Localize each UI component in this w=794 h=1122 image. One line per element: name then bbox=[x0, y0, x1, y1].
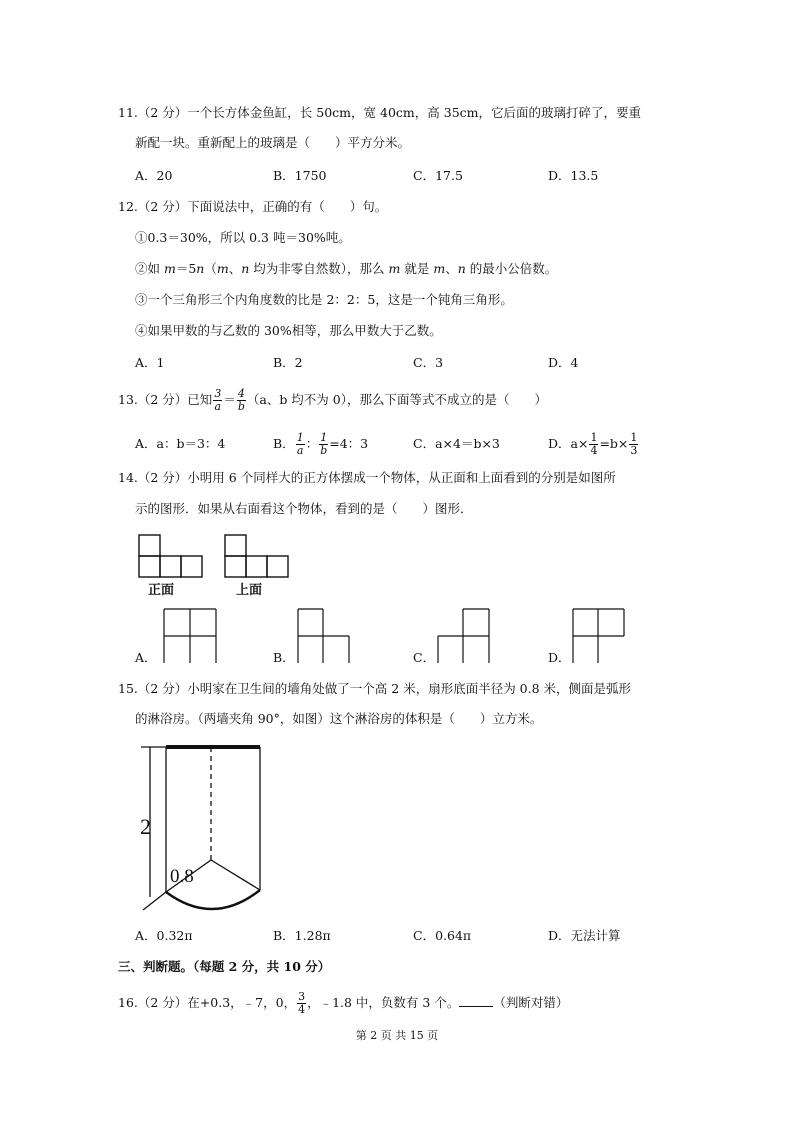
shower-room-figure bbox=[138, 742, 268, 917]
q12-statement-2: ②如 m＝5n（m、n 均为非零自然数），那么 m 就是 m、n 的最小公倍数。 bbox=[135, 261, 558, 276]
q11-option-b: B．1750 bbox=[273, 168, 327, 183]
q11-option-a: A．20 bbox=[135, 168, 173, 183]
top-view-label: 上面 bbox=[236, 583, 263, 598]
q15-line2: 的淋浴房。（两墙夹角 90°，如图）这个淋浴房的体积是（ ）立方米。 bbox=[135, 711, 543, 726]
q11-option-d: D．13.5 bbox=[548, 168, 599, 183]
answer-blank[interactable] bbox=[459, 994, 493, 1007]
q12-statement-1: ①0.3＝30%，所以 0.3 吨＝30%吨。 bbox=[135, 230, 351, 245]
q12-option-c: C．3 bbox=[413, 355, 444, 370]
q15-option-d: D．无法计算 bbox=[548, 928, 621, 943]
front-view-label: 正面 bbox=[148, 583, 175, 598]
q14-option-b-figure bbox=[297, 608, 351, 664]
q15-option-b: B．1.28π bbox=[273, 928, 331, 943]
fraction: $\frac{3}{4}$ bbox=[298, 990, 306, 1016]
fraction: $\frac{1}{a}$ bbox=[296, 431, 304, 457]
fraction: $\frac{1}{b}$ bbox=[320, 431, 328, 457]
q13-option-a: A．a：b＝3：4 bbox=[135, 436, 226, 451]
q15-line1: 15.（2 分）小明家在卫生间的墙角处做了一个高 2 米，扇形底面半径为 0.8 米，侧面是弧形 bbox=[118, 681, 632, 696]
q12-statement-3: ③一个三角形三个内角度数的比是 2：2：5，这是一个钝角三角形。 bbox=[135, 292, 513, 307]
fraction: $\frac{1}{3}$ bbox=[630, 431, 638, 457]
q12-stem: 12.（2 分）下面说法中，正确的有（ ）句。 bbox=[118, 199, 388, 214]
section-3-heading: 三、判断题。（每题 2 分，共 10 分） bbox=[118, 959, 331, 974]
q13-stem: 13.（2 分）已知 $\frac{3}{a}$ ＝ $\frac{4}{b}$ （a、b 均不为 0），那么下面等式不成立的是（ ） bbox=[118, 387, 547, 413]
q12-option-b: B．2 bbox=[273, 355, 303, 370]
q14-line1: 14.（2 分）小明用 6 个同样大的正方体摆成一个物体，从正面和上面看到的分别是如图所 bbox=[118, 470, 616, 485]
fraction: $\frac{1}{4}$ bbox=[590, 431, 598, 457]
q16-stem: 16.（2 分）在+0.3，﹣7，0， $\frac{3}{4}$ ，﹣1.8 中，负数有 3 个。 （判断对错） bbox=[118, 990, 569, 1016]
fraction: $\frac{4}{b}$ bbox=[237, 387, 245, 413]
q14-option-b: B． bbox=[273, 650, 295, 665]
q13-option-b: B． $\frac{1}{a}$ ： $\frac{1}{b}$ =4：3 bbox=[273, 431, 369, 457]
q14-option-a: A． bbox=[135, 650, 157, 665]
top-view-figure bbox=[224, 534, 290, 578]
radius-label: 0.8 bbox=[170, 866, 194, 887]
q15-option-c: C．0.64π bbox=[413, 928, 472, 943]
q11-option-c: C．17.5 bbox=[413, 168, 463, 183]
fraction: $\frac{3}{a}$ bbox=[214, 387, 222, 413]
q12-option-d: D．4 bbox=[548, 355, 579, 370]
front-view-figure bbox=[138, 534, 204, 578]
q12-option-a: A．1 bbox=[135, 355, 165, 370]
q14-option-c-figure bbox=[437, 608, 491, 664]
q12-statement-4: ④如果甲数的与乙数的 30%相等，那么甲数大于乙数。 bbox=[135, 323, 442, 338]
q14-line2: 示的图形．如果从右面看这个物体，看到的是（ ）图形． bbox=[135, 501, 473, 516]
height-label: 2 bbox=[140, 814, 151, 839]
q14-option-c: C． bbox=[413, 650, 436, 665]
q11-line1: 11.（2 分）一个长方体金鱼缸，长 50cm，宽 40cm，高 35cm，它后面的玻璃打碎了，要重 bbox=[118, 105, 642, 120]
q15-option-a: A．0.32π bbox=[135, 928, 193, 943]
page-footer: 第 2 页 共 15 页 bbox=[355, 1029, 439, 1042]
q14-option-d-figure bbox=[572, 608, 626, 664]
q14-option-a-figure bbox=[163, 608, 217, 664]
q13-option-d: D．a× $\frac{1}{4}$ =b× $\frac{1}{3}$ bbox=[548, 431, 638, 457]
q13-option-c: C．a×4＝b×3 bbox=[413, 436, 500, 451]
q14-option-d: D． bbox=[548, 650, 571, 665]
q11-line2: 新配一块。重新配上的玻璃是（ ）平方分米。 bbox=[135, 135, 411, 150]
